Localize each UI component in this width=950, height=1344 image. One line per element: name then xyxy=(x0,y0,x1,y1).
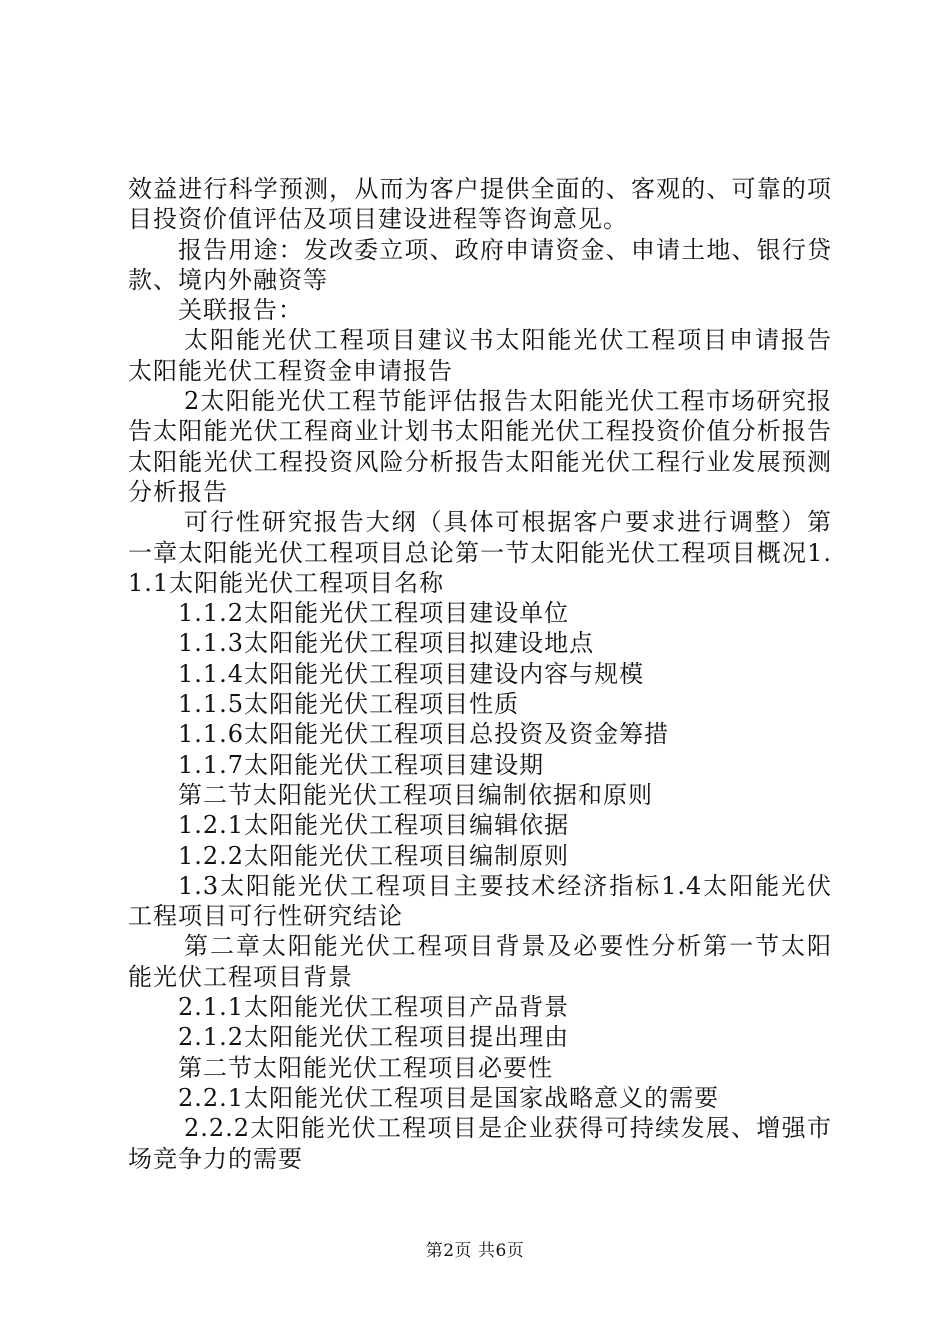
paragraph-22: 2.2.2太阳能光伏工程项目是企业获得可持续发展、增强市场竞争力的需要 xyxy=(128,1114,832,1173)
paragraph-7: 1.1.2太阳能光伏工程项目建设单位 xyxy=(178,599,570,628)
paragraph-20: 第二节太阳能光伏工程项目必要性 xyxy=(178,1053,553,1082)
paragraph-1: 效益进行科学预测，从而为客户提供全面的、客观的、可靠的项目投资价值评估及项目建设进程等咨询意见。 xyxy=(128,175,832,234)
page-footer: 第2页 共6页 xyxy=(425,1241,525,1261)
document-body xyxy=(128,174,832,1174)
paragraph-19: 2.1.2太阳能光伏工程项目提出理由 xyxy=(178,1023,570,1052)
paragraph-11: 1.1.6太阳能光伏工程项目总投资及资金筹措 xyxy=(178,720,670,749)
paragraph-13: 第二节太阳能光伏工程项目编制依据和原则 xyxy=(178,780,653,809)
paragraph-4: 太阳能光伏工程项目建议书太阳能光伏工程项目申请报告太阳能光伏工程资金申请报告 xyxy=(128,326,832,385)
paragraph-3: 关联报告： xyxy=(178,296,303,325)
paragraph-10: 1.1.5太阳能光伏工程项目性质 xyxy=(178,690,520,719)
paragraph-9: 1.1.4太阳能光伏工程项目建设内容与规模 xyxy=(178,659,645,688)
paragraph-15: 1.2.2太阳能光伏工程项目编制原则 xyxy=(178,841,570,870)
paragraph-17: 第二章太阳能光伏工程项目背景及必要性分析第一节太阳能光伏工程项目背景 xyxy=(128,932,832,991)
paragraph-14: 1.2.1太阳能光伏工程项目编辑依据 xyxy=(178,811,570,840)
paragraph-12: 1.1.7太阳能光伏工程项目建设期 xyxy=(178,750,545,779)
paragraph-18: 2.1.1太阳能光伏工程项目产品背景 xyxy=(178,993,570,1022)
paragraph-6: 可行性研究报告大纲（具体可根据客户要求进行调整）第一章太阳能光伏工程项目总论第一节太阳能光伏工程项目概况1.1.1太阳能光伏工程项目名称 xyxy=(128,508,832,597)
paragraph-21: 2.2.1太阳能光伏工程项目是国家战略意义的需要 xyxy=(178,1083,720,1112)
paragraph-5: 2太阳能光伏工程节能评估报告太阳能光伏工程市场研究报告太阳能光伏工程商业计划书太阳能光伏工程投资价值分析报告太阳能光伏工程投资风险分析报告太阳能光伏工程行业发展预测分析报告 xyxy=(128,387,832,506)
paragraph-16: 1.3太阳能光伏工程项目主要技术经济指标1.4太阳能光伏工程项目可行性研究结论 xyxy=(128,871,832,931)
paragraph-8: 1.1.3太阳能光伏工程项目拟建设地点 xyxy=(178,629,595,658)
paragraph-2: 报告用途：发改委立项、政府申请资金、申请土地、银行贷款、境内外融资等 xyxy=(128,235,832,294)
